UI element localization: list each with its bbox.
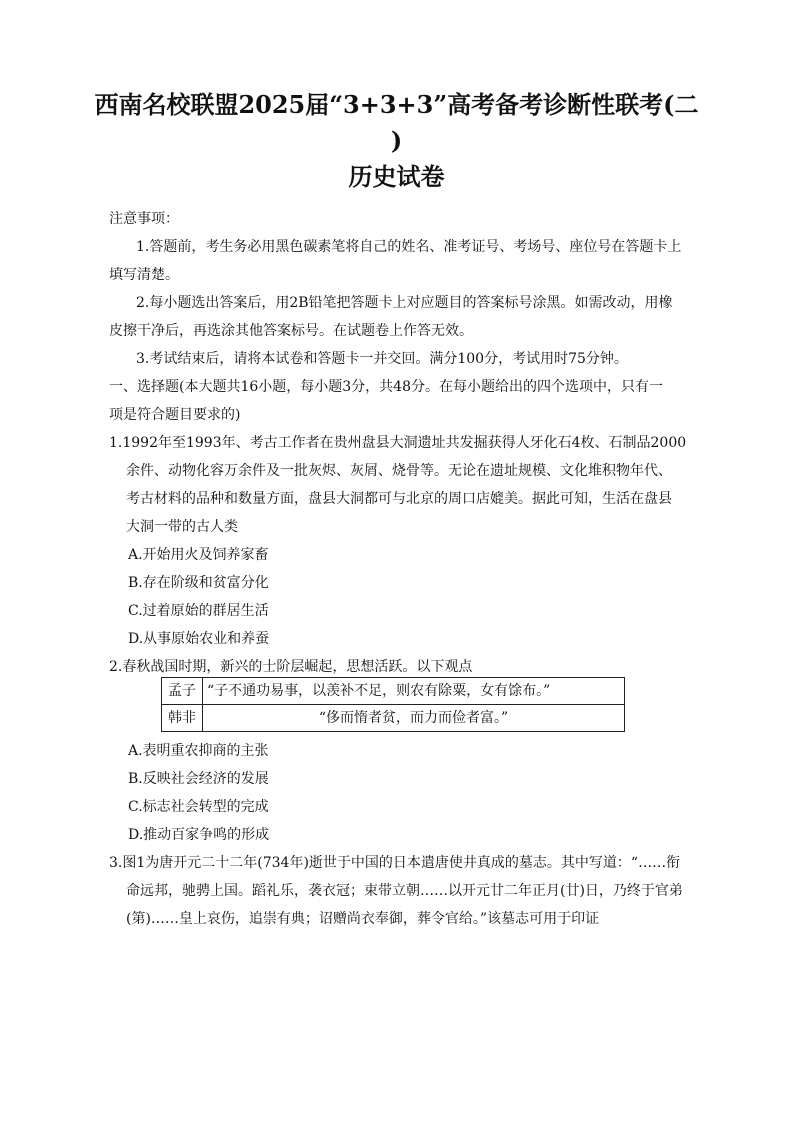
question-1-option-b[interactable]: B.存在阶级和贫富分化 (128, 575, 269, 591)
quote-text-hanfei: “侈而惰者贫，而力而俭者富。” (203, 705, 625, 732)
question-1-stem-cont: 余件、动物化容万余件及一批灰烬、灰屑、烧骨等。无论在遗址规模、文化堆积物年代、 (126, 463, 672, 479)
notice-heading: 注意事项： (109, 211, 179, 227)
table-row (162, 705, 625, 732)
notice-item-1: 1.答题前，考生务必用黑色碳素笔将自己的姓名、准考证号、考场号、座位号在答题卡上 (136, 239, 682, 255)
question-3-stem-cont: 命远邦，驰骋上国。蹈礼乐，袭衣冠；束带立朝……以开元廿二年正月(廿)日，乃终于官弟 (126, 883, 683, 899)
notice-item-2: 2.每小题选出答案后，用2B铅笔把答题卡上对应题目的答案标号涂黑。如需改动，用橡 (136, 295, 673, 311)
question-1-option-c[interactable]: C.过着原始的群居生活 (128, 603, 269, 619)
notice-item-3: 3.考试结束后，请将本试卷和答题卡一并交回。满分100分，考试用时75分钟。 (136, 351, 628, 367)
subject-title: 历史试卷 (348, 162, 445, 191)
question-2-stem: 2.春秋战国时期，新兴的士阶层崛起，思想活跃。以下观点 (109, 659, 473, 675)
quote-text-mencius: “子不通功易事，以羡补不足，则农有除粟，女有馀布。” (203, 678, 625, 705)
question-2-option-b[interactable]: B.反映社会经济的发展 (128, 771, 269, 787)
section-1-heading-cont: 项是符合题目要求的) (109, 407, 241, 423)
question-1-stem-cont: 大洞一带的古人类 (126, 519, 238, 535)
quote-author-hanfei: 韩非 (162, 705, 203, 732)
question-2-option-c[interactable]: C.标志社会转型的完成 (128, 799, 269, 815)
table-row (162, 678, 625, 705)
question-2-quote-table (161, 677, 625, 732)
question-3-stem-cont: (第)……皇上哀伤，追崇有典；诏赠尚衣奉御，葬令官给。”该墓志可用于印证 (126, 911, 600, 927)
question-2-option-a[interactable]: A.表明重农抑商的主张 (128, 743, 269, 759)
question-1-stem-cont: 考古材料的品种和数量方面，盘县大洞都可与北京的周口店媲美。据此可知，生活在盘县 (126, 491, 672, 507)
exam-title-continuation: ) (390, 126, 403, 155)
question-1-stem: 1.1992年至1993年、考古工作者在贵州盘县大洞遗址共发掘获得人牙化石4枚、石制品2000 (109, 435, 687, 451)
question-1-option-a[interactable]: A.开始用火及饲养家畜 (128, 547, 269, 563)
exam-title: 西南名校联盟2025届“3+3+3”高考备考诊断性联考(二 (94, 90, 699, 119)
section-1-heading: 一、选择题(本大题共16小题，每小题3分，共48分。在每小题给出的四个选项中，只有一 (109, 379, 663, 395)
question-3-stem: 3.图1为唐开元二十二年(734年)逝世于中国的日本遣唐使井真成的墓志。其中写道：“……衔 (109, 855, 681, 871)
notice-item-2-cont: 皮擦干净后，再选涂其他答案标号。在试题卷上作答无效。 (109, 323, 473, 339)
question-2-option-d[interactable]: D.推动百家争鸣的形成 (128, 827, 270, 843)
quote-author-mencius: 孟子 (162, 678, 203, 705)
notice-item-1-cont: 填写清楚。 (109, 267, 179, 283)
question-1-option-d[interactable]: D.从事原始农业和养蚕 (128, 631, 270, 647)
